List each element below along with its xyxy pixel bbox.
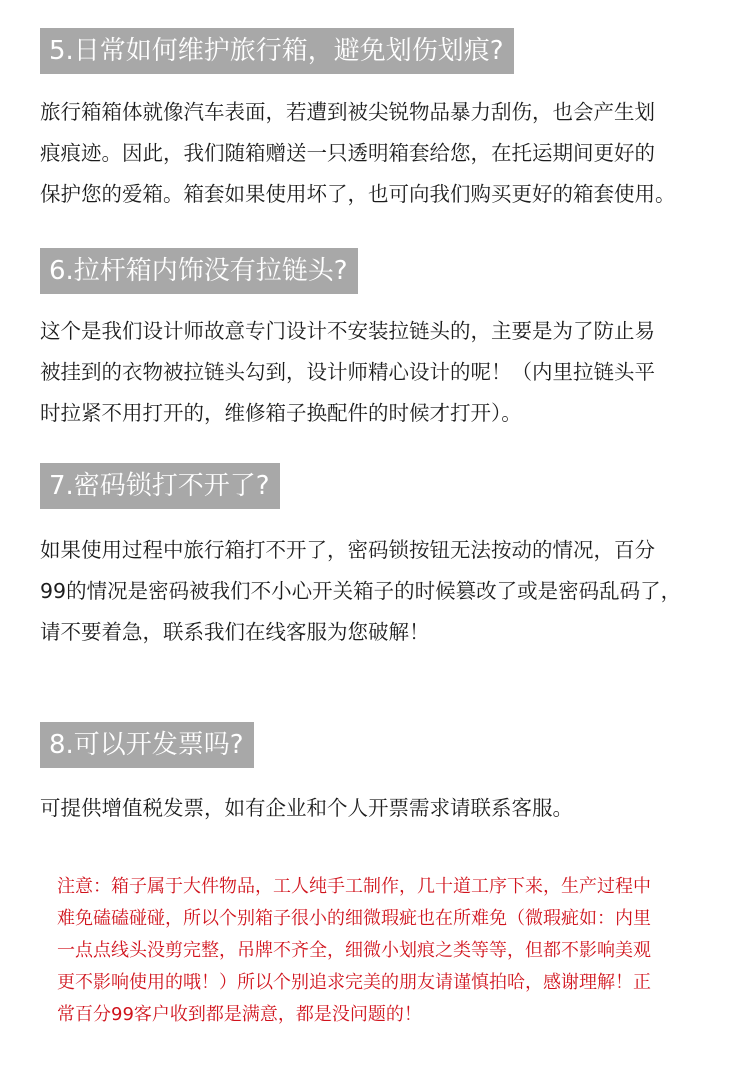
- section-5-heading: 5.日常如何维护旅行箱，避免划伤划痕?: [40, 28, 514, 74]
- section-6-heading: 6.拉杆箱内饰没有拉链头?: [40, 248, 358, 294]
- section-5-line-3: 保护您的爱箱。箱套如果使用坏了，也可向我们购买更好的箱套使用。: [40, 182, 676, 206]
- section-7-line-1: 如果使用过程中旅行箱打不开了，密码锁按钮无法按动的情况，百分: [40, 538, 655, 562]
- notice-line-2: 难免磕磕碰碰，所以个别箱子很小的细微瑕疵也在所难免（微瑕疵如：内里: [57, 908, 651, 929]
- section-7-heading: 7.密码锁打不开了?: [40, 463, 280, 509]
- notice-line-4: 更不影响使用的哦！）所以个别追求完美的朋友请谨慎拍哈，感谢理解！正: [57, 972, 651, 993]
- section-8-body: [40, 788, 725, 829]
- section-7-body: [40, 530, 725, 653]
- notice-text: [57, 871, 707, 1031]
- section-6-line-1: 这个是我们设计师故意专门设计不安装拉链头的，主要是为了防止易: [40, 319, 655, 343]
- section-6-line-3: 时拉紧不用打开的，维修箱子换配件的时候才打开）。: [40, 401, 522, 425]
- section-5-body: [40, 92, 725, 215]
- notice-line-1: 注意：箱子属于大件物品，工人纯手工制作，几十道工序下来，生产过程中: [57, 876, 651, 897]
- section-7-line-3: 请不要着急，联系我们在线客服为您破解！: [40, 620, 430, 644]
- section-6-line-2: 被挂到的衣物被拉链头勾到，设计师精心设计的呢！（内里拉链头平: [40, 360, 655, 384]
- section-7-line-2: 99的情况是密码被我们不小心开关箱子的时候篡改了或是密码乱码了，: [40, 579, 682, 603]
- section-8-heading: 8.可以开发票吗?: [40, 722, 254, 768]
- notice-line-3: 一点点线头没剪完整，吊牌不齐全，细微小划痕之类等等，但都不影响美观: [57, 940, 651, 961]
- section-6-body: [40, 311, 725, 434]
- section-5-line-2: 痕痕迹。因此，我们随箱赠送一只透明箱套给您，在托运期间更好的: [40, 141, 655, 165]
- section-5-line-1: 旅行箱箱体就像汽车表面，若遭到被尖锐物品暴力刮伤，也会产生划: [40, 100, 655, 124]
- notice-line-5: 常百分99客户收到都是满意，都是没问题的！: [57, 1004, 422, 1025]
- section-8-line-1: 可提供增值税发票，如有企业和个人开票需求请联系客服。: [40, 796, 573, 820]
